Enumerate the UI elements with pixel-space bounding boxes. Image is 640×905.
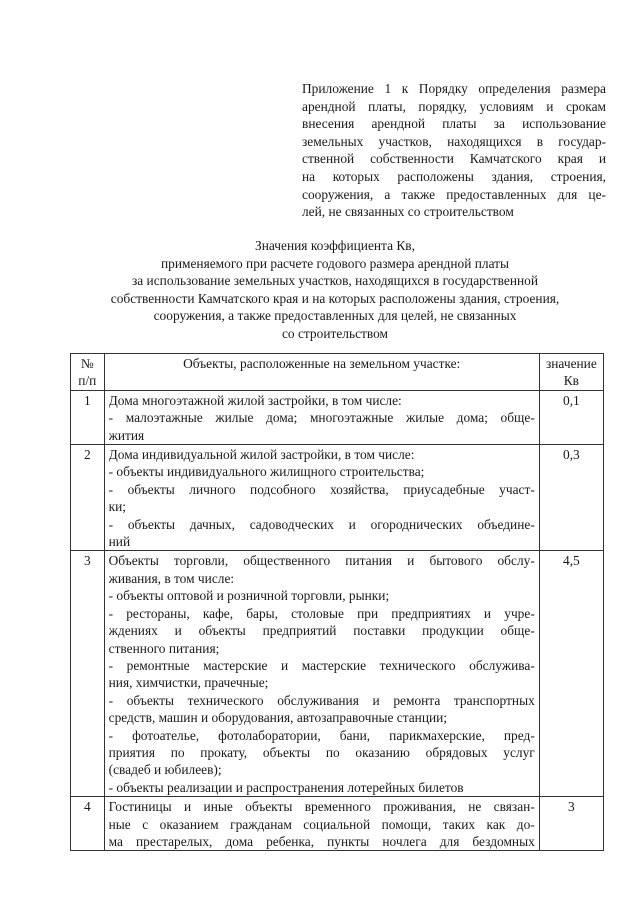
row-line: жития <box>108 427 145 443</box>
row-line: средств, машин и оборудования, автозаправочные станции; <box>108 710 448 726</box>
row-objects <box>104 551 539 797</box>
appendix-line: сооружения, а также предоставленных для це- <box>302 186 606 202</box>
row-line: приятия по прокату, объекты по оказанию обрядовых услуг <box>108 744 535 760</box>
row-line: ния, химчистки, прачечные; <box>108 675 269 691</box>
title-line: собственности Камчатского края и на которых расположены здания, строения, <box>110 290 560 306</box>
row-line: - объекты личного подсобного хозяйства, приусадебные участ- <box>108 481 535 497</box>
row-objects <box>104 390 539 444</box>
appendix-line: земельных участков, находящихся в государ- <box>302 133 606 149</box>
row-line: - ремонтные мастерские и мастерские технического обслужива- <box>108 657 535 673</box>
header-number-line: п/п <box>78 373 97 389</box>
row-number: 3 <box>71 551 105 797</box>
row-value: 0,3 <box>539 445 603 551</box>
header-objects: Объекты, расположенные на земельном участке: <box>104 354 539 391</box>
row-value: 0,1 <box>539 390 603 444</box>
row-line: Объекты торговли, общественного питания и бытового обслу- <box>108 553 535 569</box>
row-line: ные с оказанием гражданам социальной помощи, таких как до- <box>108 816 535 832</box>
row-line: Дома многоэтажной жилой застройки, в том числе: <box>108 392 402 408</box>
row-line: живания, в том числе: <box>108 570 235 586</box>
appendix-line: арендной платы, порядку, условиям и срокам <box>302 98 606 114</box>
appendix-line: внесения арендной платы за использование <box>302 116 606 132</box>
row-line: ственного питания; <box>108 640 220 656</box>
row-line: ма престарелых, дома ребенка, пункты ночлега для бездомных <box>108 833 535 849</box>
appendix-line: на которых расположены здания, строения, <box>302 168 606 184</box>
row-objects <box>104 797 539 851</box>
header-number-line: № <box>80 356 94 371</box>
row-line: (свадеб и юбилеев); <box>108 762 222 778</box>
header-value-line: Кв <box>563 373 580 389</box>
document-title <box>70 237 600 343</box>
row-line: Дома индивидуальной жилой застройки, в том числе: <box>108 447 415 463</box>
row-line: - объекты индивидуального жилищного строительства; <box>108 464 425 480</box>
row-value: 3 <box>539 797 603 851</box>
row-line: Гостиницы и иные объекты временного проживания, не связан- <box>108 799 535 815</box>
row-line: ждениях и объекты предприятий поставки продукции обще- <box>108 623 535 639</box>
row-line: ки; <box>108 499 127 515</box>
row-line: - малоэтажные жилые дома; многоэтажные жилые дома; обще- <box>108 410 535 426</box>
title-line: сооружения, а также предоставленных для целей, не связанных <box>153 308 517 324</box>
table-row <box>71 551 604 797</box>
table-row <box>71 797 604 851</box>
header-value-line: значение <box>545 356 597 371</box>
title-line: за использование земельных участков, находящихся в государственной <box>131 273 539 289</box>
row-number: 4 <box>71 797 105 851</box>
table-row <box>71 390 604 444</box>
title-line: Значения коэффициента Кв, <box>255 238 415 253</box>
title-line: со строительством <box>281 325 389 341</box>
row-line: - объекты технического обслуживания и ремонта транспортных <box>108 692 535 708</box>
header-number <box>71 354 105 391</box>
coefficient-table <box>70 353 604 851</box>
appendix-line: Приложение 1 к Порядку определения размера <box>302 81 606 96</box>
row-line: - фотоателье, фотолаборатории, бани, парикмахерские, пред- <box>108 727 535 743</box>
row-line: - объекты дачных, садоводческих и огороднических объедине- <box>108 516 535 532</box>
table-row <box>71 445 604 551</box>
title-line: применяемого при расчете годового размера арендной платы <box>160 255 510 271</box>
header-value <box>539 354 603 391</box>
row-objects <box>104 445 539 551</box>
row-line: - объекты оптовой и розничной торговли, рынки; <box>108 588 390 604</box>
row-number: 1 <box>71 390 105 444</box>
row-value: 4,5 <box>539 551 603 797</box>
row-number: 2 <box>71 445 105 551</box>
appendix-note <box>302 80 606 221</box>
appendix-line: ственной собственности Камчатского края и <box>302 151 606 167</box>
row-line: - объекты реализации и распространения лотерейных билетов <box>108 779 464 795</box>
row-line: - рестораны, кафе, бары, столовые при предприятиях и учре- <box>108 605 535 621</box>
appendix-line: лей, не связанных со строительством <box>302 204 514 220</box>
row-line: ний <box>108 534 131 550</box>
table-header-row <box>71 354 604 391</box>
